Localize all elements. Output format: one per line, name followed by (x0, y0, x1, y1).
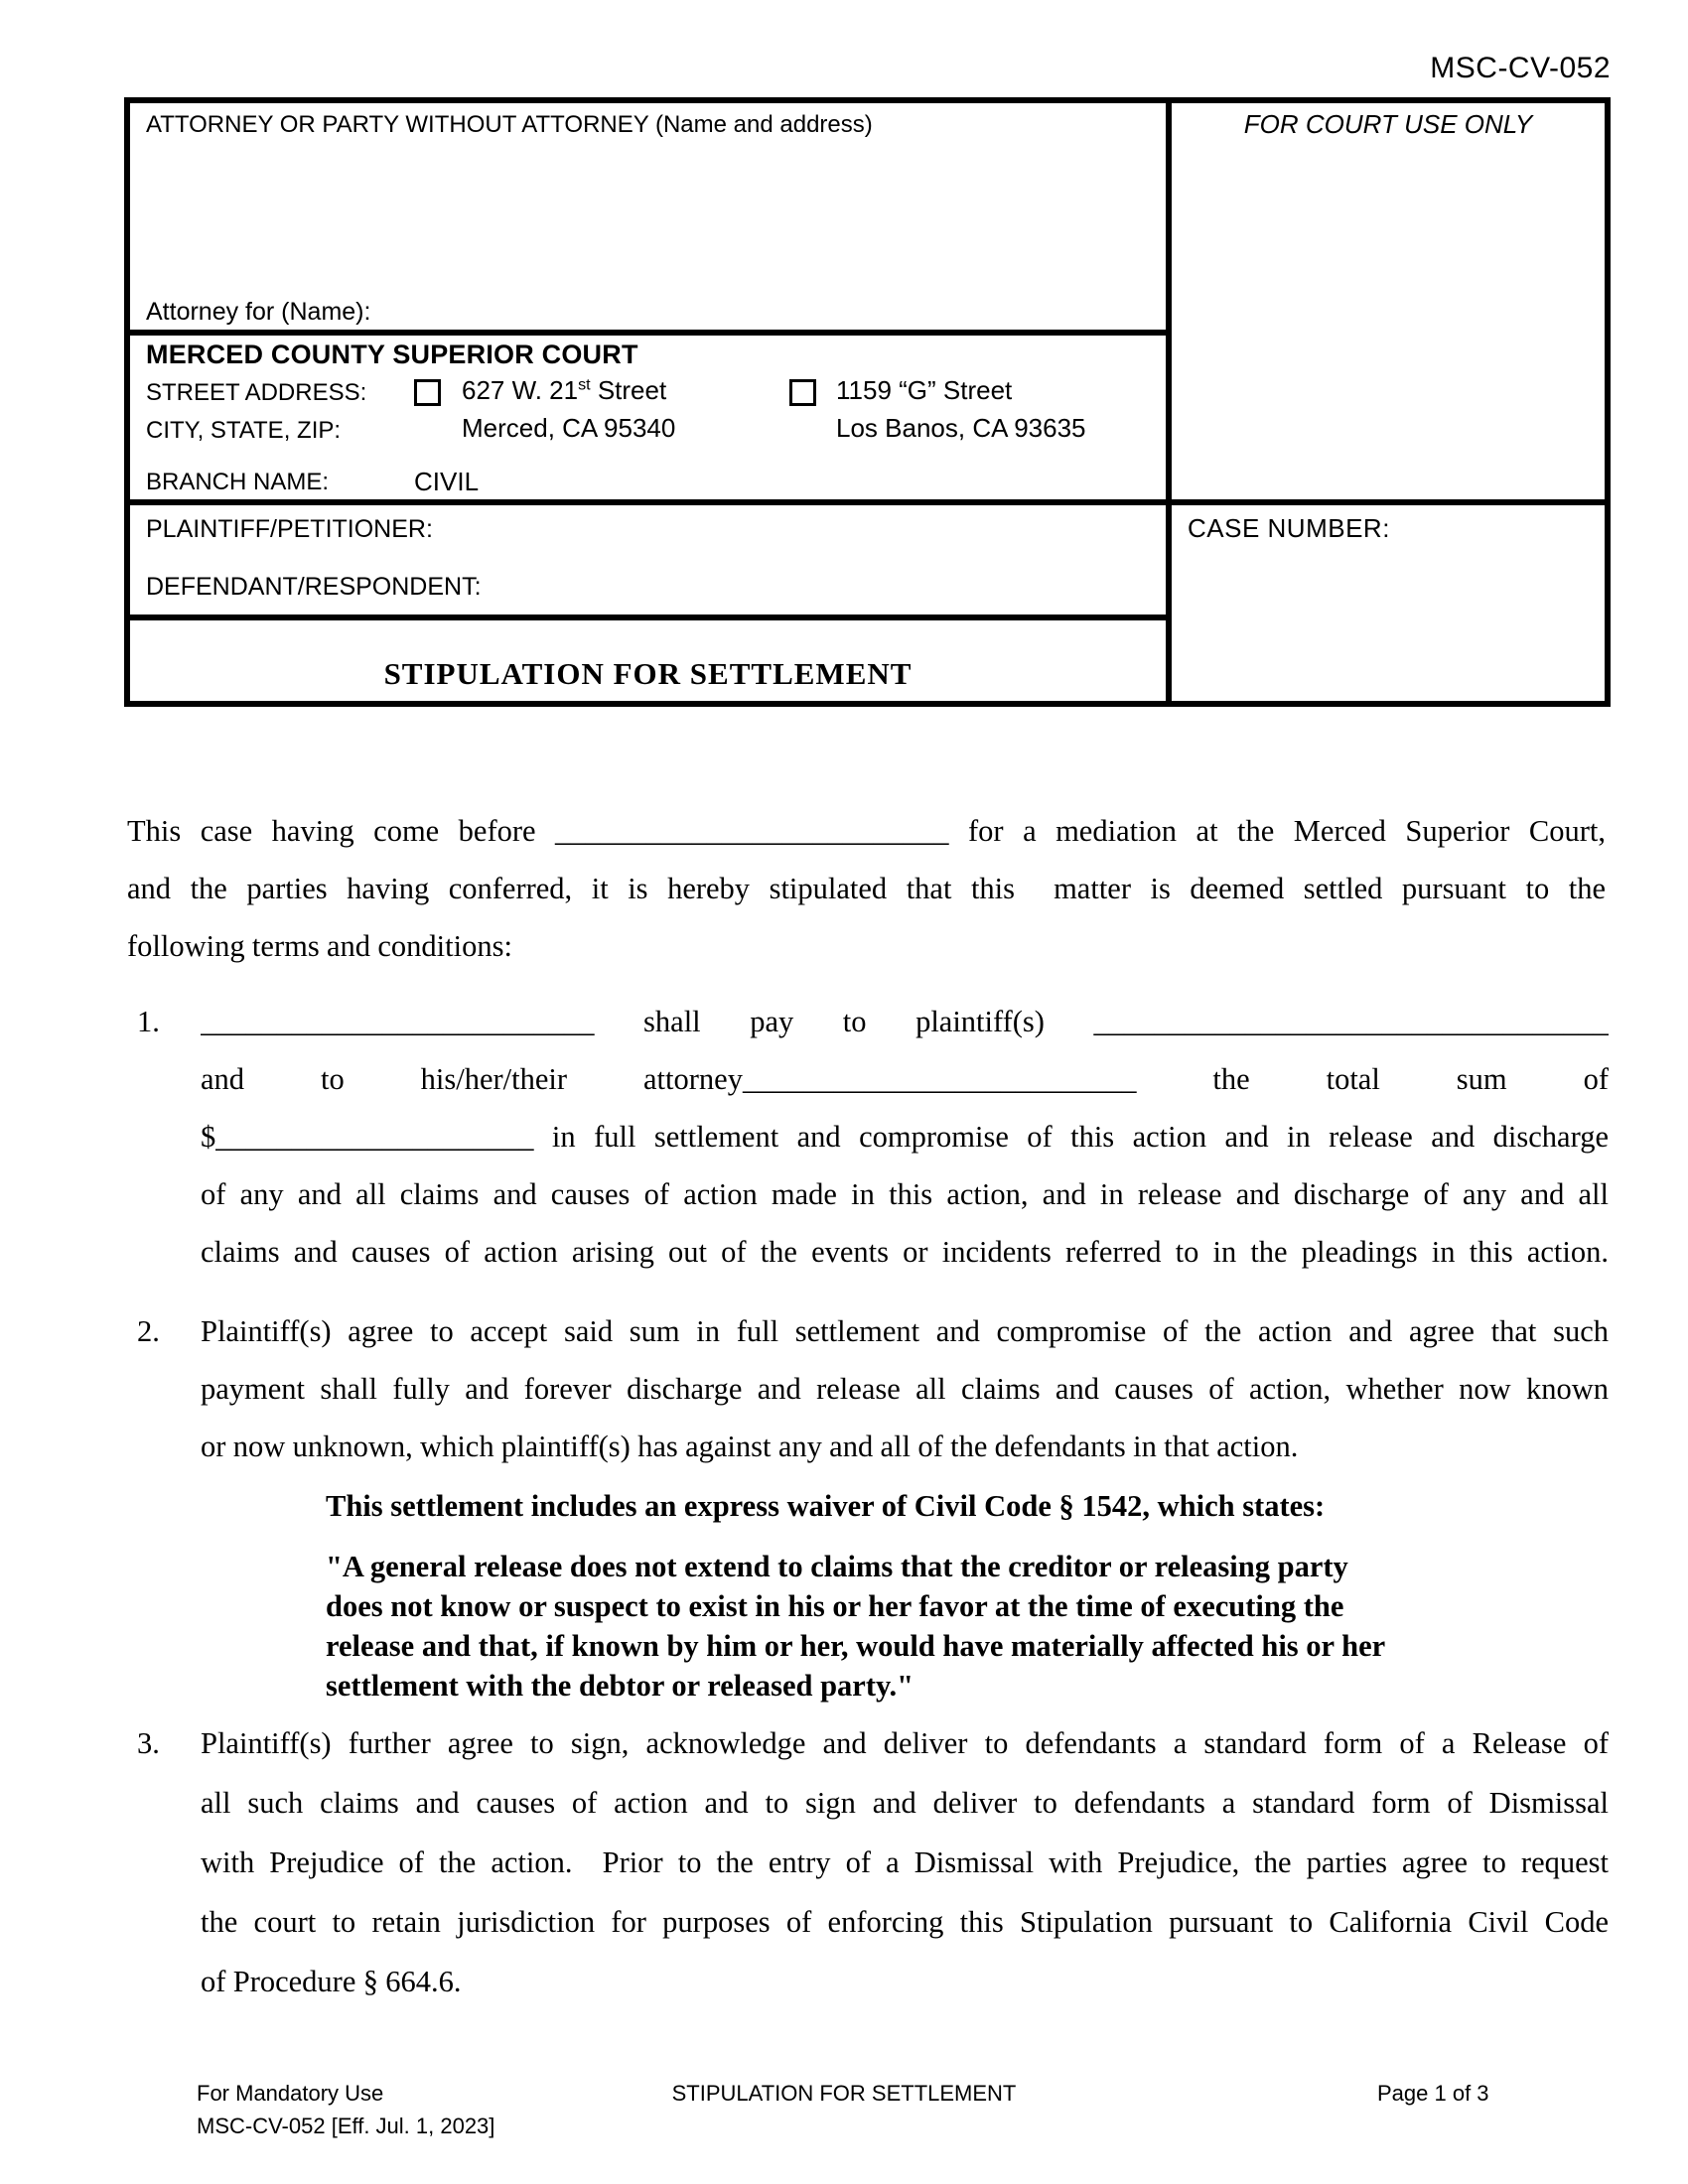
case-number-box[interactable] (1172, 505, 1605, 701)
plaintiff-label: PLAINTIFF/PETITIONER: (146, 515, 433, 543)
merced-city-state-zip: Merced, CA 95340 (462, 413, 676, 443)
item-3-number: 3. (137, 1726, 160, 1760)
court-info-box (130, 336, 1172, 505)
item-1-line: of any and all claims and causes of action made in this action, and in release and discharge of any and all (201, 1177, 1609, 1211)
item-1-line: $_____________________ in full settlement and compromise of this action and in release and discharge (201, 1120, 1609, 1154)
intro-line: and the parties having conferred, it is hereby stipulated that this matter is deemed settled pursuant to the (127, 872, 1606, 905)
attorney-box[interactable] (130, 103, 1172, 336)
attorney-box-label: ATTORNEY OR PARTY WITHOUT ATTORNEY (Name and address) (146, 111, 873, 138)
item-1-line: __________________________ shall pay to plaintiff(s) __________________________________ (201, 1005, 1609, 1038)
losbanos-address-checkbox[interactable] (789, 379, 816, 406)
waiver-quote-line: settlement with the debtor or released party." (326, 1669, 914, 1703)
item-3-line: with Prejudice of the action. Prior to the entry of a Dismissal with Prejudice, the parties agree to request (201, 1845, 1609, 1879)
intro-line: following terms and conditions: (127, 929, 512, 963)
intro-line: This case having come before __________________________ for a mediation at the Merced Superior Court, (127, 814, 1606, 848)
stipulation-item-1 (127, 993, 1609, 1281)
waiver-quote-line: does not know or suspect to exist in his or her favor at the time of executing the (326, 1589, 1344, 1623)
stipulation-item-3 (127, 1713, 1609, 2011)
waiver-heading: This settlement includes an express waiver of Civil Code § 1542, which states: (326, 1489, 1326, 1523)
document-title-box (130, 620, 1172, 701)
waiver-quote-line: release and that, if known by him or her, would have materially affected his or her (326, 1629, 1386, 1663)
merced-street-address (462, 375, 666, 405)
branch-name-label: BRANCH NAME: (146, 469, 330, 495)
item-3-line: of Procedure § 664.6. (201, 1965, 462, 1998)
item-1-number: 1. (137, 1005, 160, 1038)
waiver-quote-line: "A general release does not extend to claims that the creditor or releasing party (326, 1550, 1348, 1583)
branch-name-value: CIVIL (414, 467, 480, 496)
footer-form-revision: MSC-CV-052 [Eff. Jul. 1, 2023] (197, 2114, 495, 2138)
court-name: MERCED COUNTY SUPERIOR COURT (146, 340, 638, 369)
item-2-line: or now unknown, which plaintiff(s) has against any and all of the defendants in that action. (201, 1430, 1299, 1463)
merced-address-checkbox[interactable] (414, 379, 441, 406)
court-use-only-box (1172, 103, 1605, 505)
item-2-number: 2. (137, 1314, 160, 1348)
party-names-box[interactable] (130, 505, 1172, 620)
footer-page-number: Page 1 of 3 (1377, 2081, 1489, 2106)
merced-street-ordinal: st (578, 375, 591, 394)
footer-mandatory-use-line1: For Mandatory Use (197, 2081, 384, 2106)
street-address-label: STREET ADDRESS: (146, 379, 367, 406)
footer-form-title: STIPULATION FOR SETTLEMENT (671, 2081, 1017, 2106)
defendant-label: DEFENDANT/RESPONDENT: (146, 573, 482, 601)
item-3-line: the court to retain jurisdiction for purposes of enforcing this Stipulation pursuant to California Civil Code (201, 1905, 1609, 1939)
losbanos-city-state-zip: Los Banos, CA 93635 (836, 413, 1086, 443)
item-1-line: and to his/her/their attorney__________________________ the total sum of (201, 1062, 1609, 1096)
city-state-zip-label: CITY, STATE, ZIP: (146, 417, 342, 444)
court-use-only-label: FOR COURT USE ONLY (1243, 109, 1533, 139)
waiver-quote-block (326, 1547, 1557, 1706)
item-2-line: Plaintiff(s) agree to accept said sum in full settlement and compromise of the action and agree that such (201, 1314, 1609, 1348)
losbanos-street-address: 1159 “G” Street (836, 375, 1013, 405)
intro-paragraph (127, 802, 1606, 975)
case-number-label: CASE NUMBER: (1188, 513, 1390, 543)
attorney-for-label: Attorney for (Name): (146, 298, 371, 326)
merced-street-prefix: 627 W. 21 (462, 375, 579, 405)
item-3-line: Plaintiff(s) further agree to sign, acknowledge and deliver to defendants a standard form of a Release of (201, 1726, 1609, 1760)
form-number: MSC-CV-052 (1430, 52, 1611, 84)
stipulation-item-2 (127, 1302, 1609, 1475)
item-1-line: claims and causes of action arising out of the events or incidents referred to in the pleadings in this action. (201, 1235, 1609, 1269)
merced-street-suffix: Street (590, 375, 667, 405)
item-3-line: all such claims and causes of action and to sign and deliver to defendants a standard form of Dismissal (201, 1786, 1609, 1820)
form-header-box (124, 97, 1611, 707)
document-title: STIPULATION FOR SETTLEMENT (383, 656, 913, 691)
item-2-line: payment shall fully and forever discharge and release all claims and causes of action, whether now known (201, 1372, 1609, 1406)
